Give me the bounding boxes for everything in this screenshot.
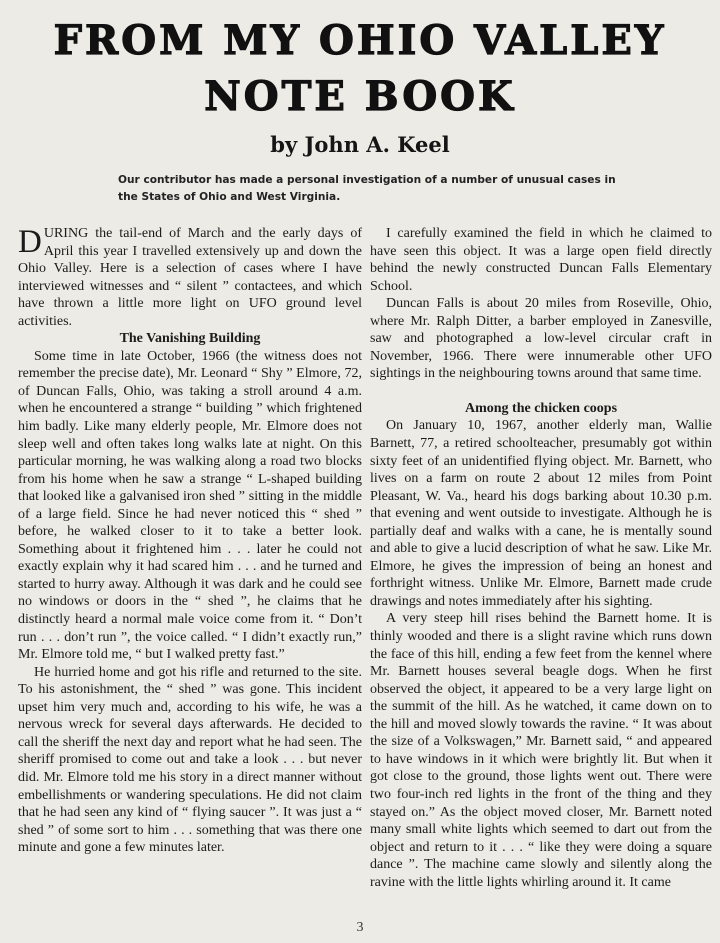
opening-paragraph-text: URING the tail-end of March and the early days of April this year I travelled extensively up and down the Ohio Valley. Here is a selection of cases where I have interviewed witnesses and “ silent ” contactees, and which have thrown a little more light on UFO ground level activities. (18, 226, 362, 329)
intro-standfirst: Our contributor has made a personal investigation of a number of unusual cases in the States of Ohio and West Virginia. (118, 174, 616, 203)
left-column (18, 225, 362, 857)
article-title-line-1: FROM MY OHIO VALLEY (53, 17, 667, 64)
body-paragraph: He hurried home and got his rifle and returned to the site. To his astonishment, the “ shed ” was gone. This incident upset him very much and, according to his wife, he was a nervous wreck for several days afterwards. He decided to call the sheriff the next day and report what he had seen. The sheriff promised to come out and take a look . . . but never did. Mr. Elmore told me his story in a direct manner without embellishments or wandering speculations. He did not claim that he had seen any kind of “ flying saucer ”. It was just a “ shed ” of some sort to him . . . something that was there one minute and gone a few minutes later. (18, 664, 362, 856)
page-number: 3 (356, 920, 364, 935)
body-paragraph: Some time in late October, 1966 (the witness does not remember the precise date), Mr. Leonard “ Shy ” Elmore, 72, of Duncan Falls, Ohio, was taking a stroll around 4 a.m. when he encountered a strange “ building ” which frightened him badly. Like many elderly people, Mr. Elmore does not sleep well and often takes long walks late at night. On this particular morning, he was walking along a road two blocks from his home when he saw a strange “ L-shaped building that looked like a galvanised iron shed ” sitting in the middle of a large field. Since he had never noticed this “ shed ” before, he walked closer to it to take a better look. Something about it frightened him . . . later he could not exactly explain why it had scared him . . . and he turned and started to hurry away. Although it was dark and he could see no windows or doors in the “ shed ”, he claims that he distinctly heard a normal male voice come from it. “ Don’t run . . . don’t run ”, the voice called. “ I didn’t exactly run,” Mr. Elmore told me, “ but I walked pretty fast.” (18, 348, 362, 663)
opening-paragraph (18, 225, 362, 330)
body-paragraph: Duncan Falls is about 20 miles from Roseville, Ohio, where Mr. Ralph Ditter, a barber employed in Zanesville, saw and photographed a low-level circular craft in November, 1966. There were innumerable other UFO sightings in the neighbouring towns around that same time. (370, 296, 712, 382)
drop-cap: D (18, 224, 42, 260)
author-byline: by John A. Keel (270, 132, 450, 157)
section-heading-vanishing-building: The Vanishing Building (119, 331, 261, 347)
body-paragraph: I carefully examined the field in which he claimed to have seen this object. It was a large open field directly behind the newly constructed Duncan Falls Elementary School. (370, 226, 712, 294)
right-column (370, 225, 712, 891)
section-heading-chicken-coops: Among the chicken coops (464, 400, 618, 416)
body-paragraph: On January 10, 1967, another elderly man, Wallie Barnett, 77, a retired schoolteacher, presumably got within sixty feet of an unidentified flying object. Mr. Barnett, who lives on a farm on route 2 about 12 miles from Point Pleasant, W. Va., heard his dogs barking about 10.30 p.m. that evening and went outside to investigate. Although he is partially deaf and walks with a cane, he is mentally sound and able to give a lucid description of what he saw. Like Mr. Elmore, he gives the impression of being an honest and forthright witness. Unlike Mr. Elmore, Barnett made crude drawings and notes immediately after his sighting. (370, 418, 712, 609)
article-title-line-2: NOTE BOOK (204, 73, 516, 120)
body-paragraph: A very steep hill rises behind the Barnett home. It is thinly wooded and there is a slight ravine which runs down the face of this hill, ending a few feet from the kennel where Mr. Barnett houses several beagle dogs. When he first observed the object, it appeared to be a very large light on the summit of the hill. As he watched, it came down on to the hill and moved slowly towards the ravine. “ It was about the size of a Volkswagen,” Mr. Barnett said, “ and appeared to have windows in it which were brightly lit. But when it got close to the ground, those lights went out. There were two four-inch red lights in the front of the thing and they stayed on.” As the object moved closer, Mr. Barnett noted many small white lights which seemed to dart out from the object and return to it . . . “ like they were doing a square dance ”. The machine came slowly and silently along the ravine with the little lights whirling around it. It came (370, 611, 712, 890)
